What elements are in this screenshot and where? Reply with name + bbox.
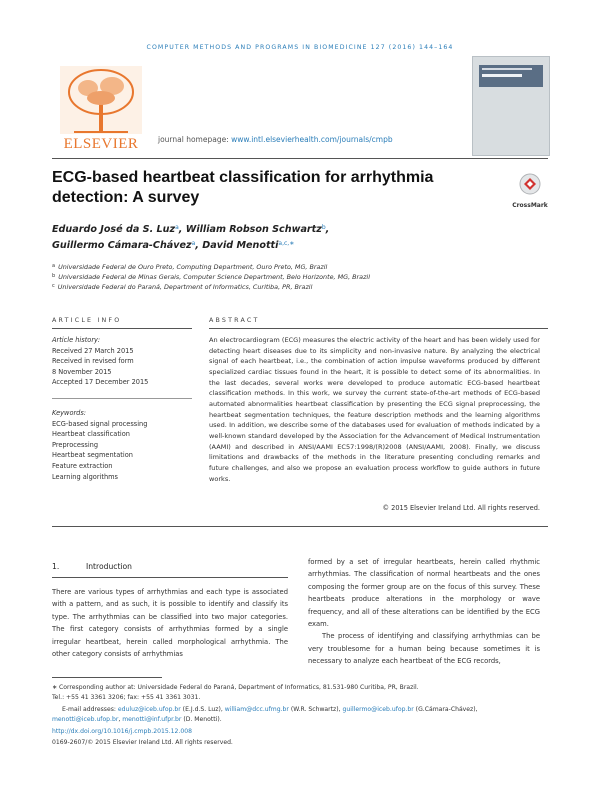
email-owner: (D. Menotti). [181, 716, 222, 723]
paragraph: The process of identifying and classifying arrhythmias can be very troublesome for a human being because sometimes it is necessary to analyze each heartbeat of the ECG records, [308, 632, 540, 666]
intro-heading-rule [52, 577, 288, 578]
journal-homepage [158, 135, 393, 144]
email-separator: , [118, 716, 123, 723]
publisher-name: ELSEVIER [63, 136, 139, 152]
affiliation-label: c [52, 283, 55, 289]
affiliation-label: b [52, 273, 56, 279]
section-number: 1. [52, 562, 60, 571]
history-item: Received in revised form [52, 357, 134, 366]
author-affil-marker[interactable]: a [175, 224, 179, 231]
email-link[interactable]: guillermo@iceb.ufop.br [342, 706, 414, 713]
crossmark-label: CrossMark [512, 202, 548, 209]
email-label: E-mail addresses: [62, 706, 116, 713]
homepage-link[interactable]: www.intl.elsevierhealth.com/journals/cmpb [231, 135, 393, 144]
author-affil-marker[interactable]: a,c,∗ [278, 240, 295, 247]
section-heading-introduction [52, 562, 132, 571]
title-line-1: ECG-based heartbeat classification for arrhythmia [52, 169, 434, 186]
email-addresses [62, 705, 552, 715]
history-item: Accepted 17 December 2015 [52, 378, 149, 387]
email-link[interactable]: menotti@iceb.ufop.br [52, 716, 119, 723]
paragraph: formed by a set of irregular heartbeats, herein called rhythmic arrhythmias. The classification of normal heartbeats and the ones composing the former group are on the focus of this survey. These heartbeats produce alterations in the morphology or wave frequency, and all of these alterations can be identified by the ECG exam. [308, 558, 540, 629]
keyword: Heartbeat classification [52, 430, 130, 439]
abstract-rule [209, 328, 548, 329]
author-name[interactable]: William Robson Schwartz [185, 224, 322, 235]
article-info [52, 335, 192, 482]
keywords-label: Keywords: [52, 408, 87, 417]
journal-cover-thumbnail [472, 56, 550, 156]
history-item: 8 November 2015 [52, 367, 112, 376]
homepage-label: journal homepage: [158, 135, 229, 144]
issn-copyright: 0169-2607/© 2015 Elsevier Ireland Ltd. All rights reserved. [52, 739, 233, 746]
email-link[interactable]: eduluz@iceb.ufop.br [117, 706, 181, 713]
author-affil-marker[interactable]: a [191, 240, 196, 247]
email-owner: (G.Cámara-Chávez), [413, 706, 478, 713]
journal-citation: COMPUTER METHODS AND PROGRAMS IN BIOMEDICINE 127 (2016) 144–164 [146, 44, 454, 51]
email-addresses-line-2 [52, 715, 552, 725]
affiliation-label: a [52, 263, 56, 269]
email-link[interactable]: menotti@inf.ufpr.br [122, 716, 182, 723]
crossmark-badge[interactable] [510, 172, 550, 212]
abstract-copyright: © 2015 Elsevier Ireland Ltd. All rights reserved. [382, 504, 540, 512]
affiliation-text: Universidade Federal de Ouro Preto, Computing Department, Ouro Preto, MG, Brazil [58, 263, 328, 271]
footnote-rule [52, 677, 162, 678]
affiliation [52, 273, 370, 281]
author-name[interactable]: Eduardo José da S. Luz [52, 224, 176, 235]
doi-link[interactable]: http://dx.doi.org/10.1016/j.cmpb.2015.12.008 [52, 728, 192, 735]
affiliation-text: Universidade Federal de Minas Gerais, Computer Science Department, Belo Horizonte, MG, Brazil [58, 273, 370, 281]
affiliation [52, 263, 327, 271]
author-name[interactable]: Guillermo Cámara-Chávez [52, 240, 192, 251]
section-title: Introduction [86, 562, 132, 571]
article-info-rule [52, 328, 192, 329]
abstract-end-rule [52, 526, 548, 527]
email-owner: (E.J.d.S. Luz), [180, 706, 225, 713]
intro-left-column: There are various types of arrhythmias and each type is associated with a pattern, and as such, it is possible to identify and classify its type. The arrhythmias can be classified into two major categories. The first category consists of arrhythmias formed by a single irregular heartbeat, herein called morphological arrhythmia. The other category consists of arrhythmias [52, 588, 288, 659]
crossmark-icon [510, 172, 550, 198]
corresponding-author-note: ∗ Corresponding author at: Universidade Federal do Paraná, Department of Informatics, 81.531-980 Curitiba, PR, Brazil. [52, 684, 419, 691]
author-list: Eduardo José da S. Luz$^a$, William Robson Schwartz$^b$, Guillermo Cámara-Chávez$^a$, David Menotti$^{a,c,∗}$ [52, 224, 330, 251]
author-name[interactable]: David Menotti [202, 240, 279, 251]
intro-right-column [308, 556, 540, 668]
info-divider [52, 398, 192, 399]
header-rule [52, 158, 548, 159]
title-line-2: detection: A survey [52, 189, 200, 206]
keyword: Feature extraction [52, 461, 113, 470]
keyword: Learning algorithms [52, 472, 118, 481]
contact-phone-fax: Tel.: +55 41 3361 3206; fax: +55 41 3361 3031. [52, 694, 201, 701]
article-title [52, 168, 452, 208]
author-affil-marker[interactable]: b [321, 224, 326, 231]
email-link[interactable]: william@dcc.ufmg.br [224, 706, 289, 713]
email-owner: (W.R. Schwartz), [288, 706, 343, 713]
history-item: Received 27 March 2015 [52, 346, 134, 355]
keyword: Heartbeat segmentation [52, 451, 133, 460]
article-info-heading: ARTICLE INFO [52, 317, 122, 324]
abstract-text: An electrocardiogram (ECG) measures the electric activity of the heart and has been widely used for detecting heart diseases due to its simplicity and non-invasive nature. By analyzing the electrical signal of each heartbeat, i.e., the combination of action impulse waveforms produced by different specialized cardiac tissues found in the heart, it is possible to detect some of its abnormalities. In the last decades, several works were developed to produce automatic ECG-based heartbeat classification methods. In this work, we survey the current state-of-the-art methods of ECG-based automated abnormalities heartbeat classification by presenting the ECG signal preprocessing, the heartbeat segmentation techniques, the feature description methods and the learning algorithms used. In addition, we describe some of the databases used for evaluation of methods indicated by a well-known standard developed by the Association for the Advancement of Medical Instrumentation (AAMI) and described in ANSI/AAMI EC57:1998/(R)2008 (ANSI/AAMI, 2008). Finally, we discuss limitations and drawbacks of the methods in the literature presenting concluding remarks and future challenges, and also we propose an evaluation process workflow to guide authors in future works. [209, 336, 540, 483]
affiliation-text: Universidade Federal do Paraná, Department of Informatics, Curitiba, PR, Brazil [57, 283, 313, 291]
abstract-heading: ABSTRACT [209, 317, 260, 324]
keyword: Preprocessing [52, 440, 99, 449]
affiliation [52, 283, 312, 291]
history-label: Article history: [52, 336, 101, 344]
keyword: ECG-based signal processing [52, 419, 148, 428]
